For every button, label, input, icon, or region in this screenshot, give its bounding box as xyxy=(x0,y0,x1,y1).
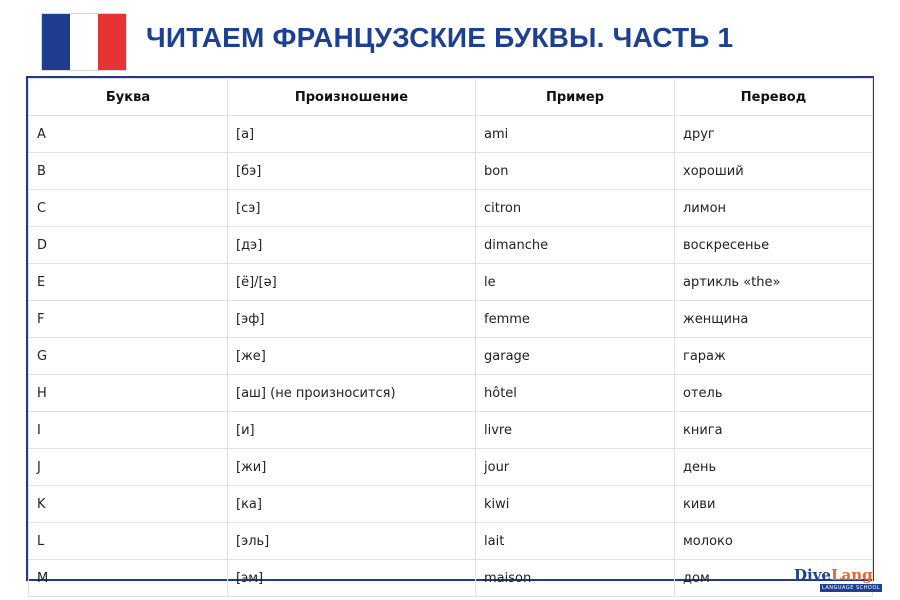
table-row xyxy=(29,560,873,597)
table-row xyxy=(29,412,873,449)
cell-example: jour xyxy=(476,449,675,486)
cell-pronunciation: [же] xyxy=(228,338,476,375)
cell-pronunciation: [эф] xyxy=(228,301,476,338)
table-row xyxy=(29,301,873,338)
table-row xyxy=(29,190,873,227)
cell-letter: B xyxy=(29,153,228,190)
cell-example: garage xyxy=(476,338,675,375)
cell-letter: H xyxy=(29,375,228,412)
cell-example: kiwi xyxy=(476,486,675,523)
cell-translation: киви xyxy=(675,486,873,523)
page-title: ЧИТАЕМ ФРАНЦУЗСКИЕ БУКВЫ. ЧАСТЬ 1 xyxy=(146,22,734,53)
column-header-letter: Буква xyxy=(29,79,228,116)
cell-pronunciation: [эм] xyxy=(228,560,476,597)
cell-letter: K xyxy=(29,486,228,523)
cell-example: ami xyxy=(476,116,675,153)
cell-pronunciation: [сэ] xyxy=(228,190,476,227)
cell-example: hôtel xyxy=(476,375,675,412)
logo-word-lang: Lang xyxy=(830,566,873,584)
column-header-translation: Перевод xyxy=(675,79,873,116)
table-header-row xyxy=(29,79,873,116)
cell-letter: A xyxy=(29,116,228,153)
cell-example: dimanche xyxy=(476,227,675,264)
divelang-logo xyxy=(794,567,882,595)
table-row xyxy=(29,153,873,190)
cell-letter: D xyxy=(29,227,228,264)
cell-pronunciation: [а] xyxy=(228,116,476,153)
cell-example: femme xyxy=(476,301,675,338)
cell-translation: хороший xyxy=(675,153,873,190)
cell-pronunciation: [аш] (не произносится) xyxy=(228,375,476,412)
cell-translation: отель xyxy=(675,375,873,412)
cell-pronunciation: [бэ] xyxy=(228,153,476,190)
table-row xyxy=(29,449,873,486)
table-row xyxy=(29,486,873,523)
cell-translation: артикль «the» xyxy=(675,264,873,301)
column-header-example: Пример xyxy=(476,79,675,116)
cell-example: bon xyxy=(476,153,675,190)
cell-example: livre xyxy=(476,412,675,449)
alphabet-table-container xyxy=(26,76,874,586)
cell-translation: женщина xyxy=(675,301,873,338)
table-row xyxy=(29,227,873,264)
column-header-pronunciation: Произношение xyxy=(228,79,476,116)
cell-translation: молоко xyxy=(675,523,873,560)
cell-pronunciation: [ка] xyxy=(228,486,476,523)
cell-example: le xyxy=(476,264,675,301)
table-row xyxy=(29,264,873,301)
cell-example: citron xyxy=(476,190,675,227)
cell-translation: гараж xyxy=(675,338,873,375)
cell-letter: M xyxy=(29,560,228,597)
logo-subtitle: LANGUAGE SCHOOL xyxy=(821,585,881,591)
cell-translation: книга xyxy=(675,412,873,449)
cell-letter: I xyxy=(29,412,228,449)
cell-translation: воскресенье xyxy=(675,227,873,264)
alphabet-table xyxy=(28,78,873,597)
cell-pronunciation: [жи] xyxy=(228,449,476,486)
flag-white-stripe xyxy=(70,14,98,70)
cell-pronunciation: [эль] xyxy=(228,523,476,560)
cell-letter: L xyxy=(29,523,228,560)
table-row xyxy=(29,338,873,375)
cell-letter: E xyxy=(29,264,228,301)
cell-pronunciation: [и] xyxy=(228,412,476,449)
table-row xyxy=(29,523,873,560)
cell-pronunciation: [ё]/[ə] xyxy=(228,264,476,301)
table-row xyxy=(29,375,873,412)
logo-word-dive: Dive xyxy=(794,566,831,584)
cell-pronunciation: [дэ] xyxy=(228,227,476,264)
french-flag xyxy=(41,13,127,71)
cell-translation: друг xyxy=(675,116,873,153)
cell-letter: J xyxy=(29,449,228,486)
table-row xyxy=(29,116,873,153)
cell-example: maison xyxy=(476,560,675,597)
cell-letter: G xyxy=(29,338,228,375)
cell-translation: дом xyxy=(675,560,873,597)
cell-translation: лимон xyxy=(675,190,873,227)
cell-example: lait xyxy=(476,523,675,560)
logo-wordmark xyxy=(794,567,882,583)
cell-letter: C xyxy=(29,190,228,227)
cell-translation: день xyxy=(675,449,873,486)
flag-blue-stripe xyxy=(42,14,70,70)
cell-letter: F xyxy=(29,301,228,338)
flag-red-stripe xyxy=(98,14,126,70)
